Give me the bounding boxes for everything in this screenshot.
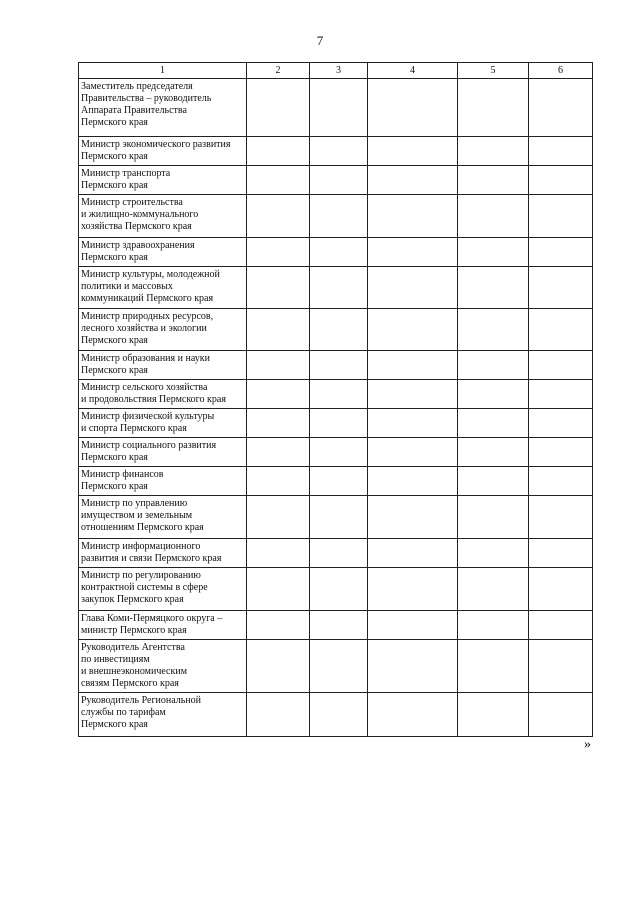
page-number: 7 — [316, 33, 324, 48]
empty-cell-col-4 — [368, 238, 458, 267]
empty-cell-col-2 — [247, 238, 310, 267]
empty-cell-col-4 — [368, 438, 458, 467]
empty-cell-col-3 — [310, 238, 368, 267]
empty-cell-col-2 — [247, 409, 310, 438]
row-label: Министр культуры, молодежной политики и массовых коммуникаций Пермского края — [79, 267, 247, 309]
empty-cell-col-5 — [458, 238, 529, 267]
empty-cell-col-4 — [368, 267, 458, 309]
empty-cell-col-6 — [529, 79, 593, 137]
empty-cell-col-2 — [247, 611, 310, 640]
empty-cell-col-5 — [458, 166, 529, 195]
empty-cell-col-4 — [368, 467, 458, 496]
empty-cell-col-4 — [368, 79, 458, 137]
empty-cell-col-2 — [247, 137, 310, 166]
empty-cell-col-6 — [529, 611, 593, 640]
table-row — [79, 409, 593, 438]
empty-cell-col-5 — [458, 195, 529, 238]
empty-cell-col-3 — [310, 568, 368, 611]
table-row — [79, 496, 593, 539]
table-row — [79, 195, 593, 238]
table-row — [79, 611, 593, 640]
table-row — [79, 693, 593, 737]
empty-cell-col-3 — [310, 611, 368, 640]
row-label: Министр образования и науки Пермского края — [79, 351, 247, 380]
empty-cell-col-2 — [247, 539, 310, 568]
empty-cell-col-3 — [310, 351, 368, 380]
empty-cell-col-4 — [368, 611, 458, 640]
empty-cell-col-4 — [368, 640, 458, 693]
table-row — [79, 380, 593, 409]
empty-cell-col-5 — [458, 309, 529, 351]
empty-cell-col-5 — [458, 539, 529, 568]
empty-cell-col-3 — [310, 438, 368, 467]
row-label: Заместитель председателя Правительства – руководитель Аппарата Правительства Пермского края — [79, 79, 247, 137]
empty-cell-col-3 — [310, 380, 368, 409]
empty-cell-col-2 — [247, 438, 310, 467]
empty-cell-col-5 — [458, 79, 529, 137]
empty-cell-col-2 — [247, 380, 310, 409]
table-row — [79, 539, 593, 568]
table-row — [79, 438, 593, 467]
empty-cell-col-2 — [247, 195, 310, 238]
empty-cell-col-3 — [310, 137, 368, 166]
empty-cell-col-6 — [529, 309, 593, 351]
empty-cell-col-3 — [310, 267, 368, 309]
empty-cell-col-3 — [310, 640, 368, 693]
empty-cell-col-6 — [529, 539, 593, 568]
row-label: Руководитель Региональной службы по тарифам Пермского края — [79, 693, 247, 737]
empty-cell-col-3 — [310, 166, 368, 195]
row-label: Министр физической культуры и спорта Пермского края — [79, 409, 247, 438]
empty-cell-col-4 — [368, 195, 458, 238]
empty-cell-col-3 — [310, 195, 368, 238]
empty-cell-col-6 — [529, 267, 593, 309]
table-row — [79, 351, 593, 380]
empty-cell-col-2 — [247, 351, 310, 380]
table-row — [79, 309, 593, 351]
empty-cell-col-5 — [458, 409, 529, 438]
empty-cell-col-2 — [247, 640, 310, 693]
table-row — [79, 568, 593, 611]
table-row — [79, 238, 593, 267]
empty-cell-col-3 — [310, 539, 368, 568]
empty-cell-col-6 — [529, 238, 593, 267]
empty-cell-col-5 — [458, 467, 529, 496]
empty-cell-col-5 — [458, 137, 529, 166]
empty-cell-col-3 — [310, 309, 368, 351]
empty-cell-col-6 — [529, 438, 593, 467]
empty-cell-col-4 — [368, 137, 458, 166]
empty-cell-col-2 — [247, 467, 310, 496]
column-header-2: 2 — [247, 63, 310, 79]
table-row — [79, 166, 593, 195]
empty-cell-col-2 — [247, 693, 310, 737]
table-body — [79, 79, 593, 737]
empty-cell-col-2 — [247, 568, 310, 611]
row-label: Министр экономического развития Пермского края — [79, 137, 247, 166]
empty-cell-col-6 — [529, 195, 593, 238]
empty-cell-col-6 — [529, 496, 593, 539]
column-header-6: 6 — [529, 63, 593, 79]
empty-cell-col-6 — [529, 166, 593, 195]
row-label: Министр здравоохранения Пермского края — [79, 238, 247, 267]
column-header-5: 5 — [458, 63, 529, 79]
empty-cell-col-5 — [458, 640, 529, 693]
document-table — [78, 62, 593, 737]
row-label: Министр финансов Пермского края — [79, 467, 247, 496]
row-label: Министр по управлению имуществом и земельным отношениям Пермского края — [79, 496, 247, 539]
empty-cell-col-2 — [247, 79, 310, 137]
empty-cell-col-6 — [529, 693, 593, 737]
empty-cell-col-4 — [368, 568, 458, 611]
empty-cell-col-4 — [368, 409, 458, 438]
empty-cell-col-6 — [529, 640, 593, 693]
empty-cell-col-5 — [458, 568, 529, 611]
empty-cell-col-6 — [529, 380, 593, 409]
empty-cell-col-5 — [458, 351, 529, 380]
row-label: Министр природных ресурсов, лесного хозяйства и экологии Пермского края — [79, 309, 247, 351]
empty-cell-col-2 — [247, 166, 310, 195]
column-header-3: 3 — [310, 63, 368, 79]
empty-cell-col-6 — [529, 467, 593, 496]
table-row — [79, 267, 593, 309]
table-row — [79, 640, 593, 693]
empty-cell-col-5 — [458, 693, 529, 737]
row-label: Министр информационного развития и связи Пермского края — [79, 539, 247, 568]
row-label: Министр социального развития Пермского края — [79, 438, 247, 467]
row-label: Министр строительства и жилищно-коммунального хозяйства Пермского края — [79, 195, 247, 238]
empty-cell-col-3 — [310, 496, 368, 539]
empty-cell-col-4 — [368, 539, 458, 568]
row-label: Министр сельского хозяйства и продовольствия Пермского края — [79, 380, 247, 409]
empty-cell-col-5 — [458, 611, 529, 640]
empty-cell-col-3 — [310, 693, 368, 737]
empty-cell-col-6 — [529, 137, 593, 166]
empty-cell-col-4 — [368, 693, 458, 737]
empty-cell-col-5 — [458, 496, 529, 539]
empty-cell-col-3 — [310, 79, 368, 137]
empty-cell-col-5 — [458, 438, 529, 467]
empty-cell-col-4 — [368, 166, 458, 195]
empty-cell-col-4 — [368, 380, 458, 409]
empty-cell-col-6 — [529, 409, 593, 438]
empty-cell-col-3 — [310, 467, 368, 496]
empty-cell-col-4 — [368, 309, 458, 351]
table-row — [79, 467, 593, 496]
row-label: Министр транспорта Пермского края — [79, 166, 247, 195]
empty-cell-col-4 — [368, 496, 458, 539]
empty-cell-col-5 — [458, 267, 529, 309]
empty-cell-col-6 — [529, 351, 593, 380]
empty-cell-col-2 — [247, 267, 310, 309]
empty-cell-col-4 — [368, 351, 458, 380]
row-label: Руководитель Агентства по инвестициям и внешнеэкономическим связям Пермского края — [79, 640, 247, 693]
closing-quote: » — [584, 737, 591, 752]
column-header-4: 4 — [368, 63, 458, 79]
table-row — [79, 137, 593, 166]
table-header-row — [79, 63, 593, 79]
column-header-1: 1 — [79, 63, 247, 79]
empty-cell-col-2 — [247, 309, 310, 351]
row-label: Глава Коми-Пермяцкого округа – министр Пермского края — [79, 611, 247, 640]
row-label: Министр по регулированию контрактной системы в сфере закупок Пермского края — [79, 568, 247, 611]
empty-cell-col-3 — [310, 409, 368, 438]
empty-cell-col-2 — [247, 496, 310, 539]
empty-cell-col-5 — [458, 380, 529, 409]
table-row — [79, 79, 593, 137]
empty-cell-col-6 — [529, 568, 593, 611]
